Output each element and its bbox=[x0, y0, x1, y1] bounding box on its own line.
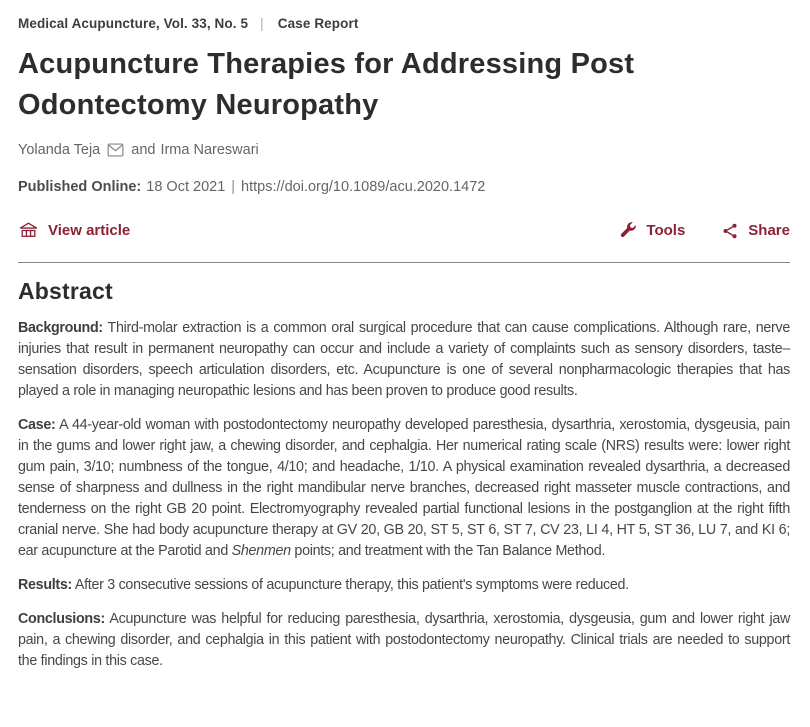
abstract-paragraph: Conclusions: Acupuncture was helpful for reducing paresthesia, dysarthria, xerostomia, dysgeusia, gum and lower right jaw pain, a chewing disorder, and cephalgia in this patient with postodontectomy neuropathy. Clinical trials are needed to support the findings in this case. bbox=[18, 611, 790, 670]
author-name-first: Yolanda Teja bbox=[18, 142, 101, 159]
abstract-paragraph: Background: Third-molar extraction is a common oral surgical procedure that can cause complications. Although rare, nerve injuries that result in permanent neuropathy can occur and include a variety of complaints such as sensory disorders, taste–sensation disorders, speech articulation disorders, etc. Acupuncture is one of several nonpharmacologic therapies that has played a role in managing neuropathic lesions and has been proven to produce good results. bbox=[18, 320, 790, 400]
share-label: Share bbox=[748, 222, 790, 240]
page-title: Acupuncture Therapies for Addressing Post Odontectomy Neuropathy bbox=[18, 48, 635, 121]
view-article-label: View article bbox=[48, 222, 131, 240]
paragraph-label: Conclusions: bbox=[18, 611, 105, 628]
abstract-heading: Abstract bbox=[18, 278, 113, 305]
toolbar-right-group bbox=[618, 221, 790, 240]
author-line bbox=[18, 142, 790, 158]
paragraph-label: Background: bbox=[18, 320, 103, 337]
published-date: 18 Oct 2021 bbox=[146, 179, 226, 196]
tools-button[interactable] bbox=[618, 221, 685, 240]
share-icon bbox=[721, 222, 739, 240]
published-line bbox=[18, 179, 790, 195]
wrench-icon bbox=[618, 221, 637, 240]
section-divider bbox=[18, 262, 790, 263]
author-conjunction: and bbox=[131, 142, 156, 159]
journal-breadcrumb bbox=[18, 15, 790, 31]
paragraph-label: Results: bbox=[18, 577, 73, 594]
published-label: Published Online: bbox=[18, 179, 142, 196]
abstract-paragraph: Case: A 44-year-old woman with postodontectomy neuropathy developed paresthesia, dysarthria, xerostomia, dysgeusia, pain in the gums and lower right jaw, a chewing disorder, and cephalgia. Her numerical rating scale (NRS) results were: lower right gum pain, 3/10; numbness of the tongue, 4/10; and headache, 1/10. A physical examination revealed dysarthria, a decreased sense of sharpness and dullness in the right mandibular nerve branches, decreased right masseter muscle contractions, and tenderness on the right GB 20 point. Electromyography revealed partial functional lesions in the postganglion at the right fifth cranial nerve. She had body acupuncture therapy at GV 20, GB 20, ST 5, ST 6, ST 7, CV 23, LI 4, HT 5, ST 36, LU 7, and KI 6; ear acupuncture at the Parotid and Shenmen points; and treatment with the Tan Balance Method. bbox=[18, 417, 790, 560]
paragraph-label: Case: bbox=[18, 417, 56, 434]
article-category: Case Report bbox=[277, 15, 359, 31]
share-button[interactable] bbox=[721, 221, 790, 240]
envelope-icon[interactable] bbox=[107, 143, 124, 157]
view-article-button[interactable] bbox=[18, 220, 130, 241]
breadcrumb-separator: | bbox=[260, 15, 264, 31]
abstract-paragraph: Results: After 3 consecutive sessions of acupuncture therapy, this patient's symptoms were reduced. bbox=[18, 577, 629, 594]
tools-label: Tools bbox=[646, 222, 686, 240]
doi-text: https://doi.org/10.1089/acu.2020.1472 bbox=[241, 179, 486, 196]
author-name-second: Irma Nareswari bbox=[160, 142, 259, 159]
journal-name: Medical Acupuncture, Vol. 33, No. 5 bbox=[18, 15, 249, 31]
published-separator: | bbox=[231, 179, 236, 196]
institution-icon bbox=[18, 220, 39, 241]
article-toolbar bbox=[18, 220, 790, 241]
abstract-paragraphs bbox=[18, 318, 790, 672]
